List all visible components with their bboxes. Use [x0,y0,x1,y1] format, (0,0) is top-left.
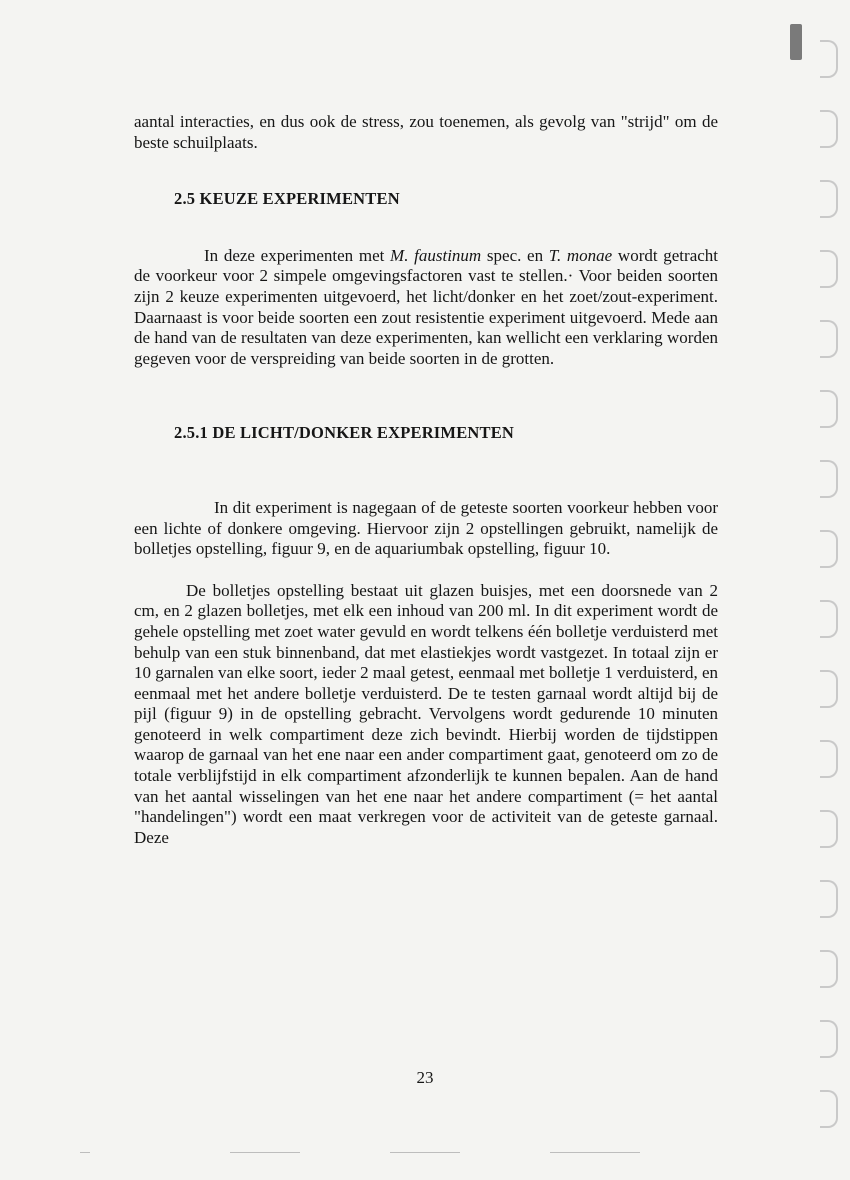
paragraph-intro: In deze experimenten met M. faustinum spec. en T. monae wordt getracht de voorkeur voor 2 simpele omgevingsfactoren vast te stellen.· Voor beiden soorten zijn 2 keuze experimenten uitgevoerd, het licht/donker en het zoet/zout-experiment. Daarnaast is voor beide soorten een zout resistentie experiment uitgevoerd. Mede aan de hand van de resultaten van deze experimenten, kan wellicht een verklaring worden gegeven voor de verspreiding van beide soorten in de grotten. [134,245,719,368]
species-name: T. monae [548,245,613,265]
section-heading-keuze: 2.5 KEUZE EXPERIMENTEN [174,189,400,209]
body-text [134,112,718,848]
paragraph-continuation: aantal interacties, en dus ook de stress, zou toenemen, als gevolg van "strijd" om de beste schuilplaats. [134,112,718,152]
binder-clip-mark [790,24,802,60]
bottom-edge-line [390,1152,460,1153]
species-name: M. faustinum [390,245,482,265]
bottom-edge-line [80,1152,90,1153]
paragraph-experiment: In dit experiment is nagegaan of de geteste soorten voorkeur hebben voor een lichte of donkere omgeving. Hiervoor zijn 2 opstellingen gebruikt, namelijk de bolletjes opstelling, figuur 9, en de aquariumbak opstelling, figuur 10. [134,497,718,559]
binder-rings [814,20,840,1160]
paragraph-bolletjes: De bolletjes opstelling bestaat uit glazen buisjes, met een doorsnede van 2 cm, en 2 glazen bolletjes, met elk een inhoud van 200 ml. In dit experiment wordt de gehele opstelling met zoet water gevuld en wordt telkens één bolletje verduisterd met behulp van een stuk binnenband, dat met elastiekjes wordt vastgezet. In totaal zijn er 10 garnalen van elke soort, ieder 2 maal getest, eenmaal met bolletje 1 verduisterd, en eenmaal met het andere bolletje verduisterd. De te testen garnaal wordt altijd bij de pijl (figuur 9) in de opstelling gebracht. Vervolgens wordt gedurende 10 minuten genoteerd in welk compartiment deze zich bevindt. Hierbij worden de tijdstippen waarop de garnaal van het ene naar een ander compartiment gaat, genoteerd om zo de totale verblijfstijd in elk compartiment afzonderlijk te kunnen bepalen. Aan de hand van het aantal wisselingen van het ene naar het andere compartiment (= het aantal "handelingen") wordt een maat verkregen voor de activiteit van de geteste garnaal. Deze [134,580,718,847]
bottom-edge-line [230,1152,300,1153]
bottom-edge-line [550,1152,640,1153]
subsection-heading-licht-donker: 2.5.1 DE LICHT/DONKER EXPERIMENTEN [174,423,515,443]
page-number: 23 [416,1068,434,1087]
